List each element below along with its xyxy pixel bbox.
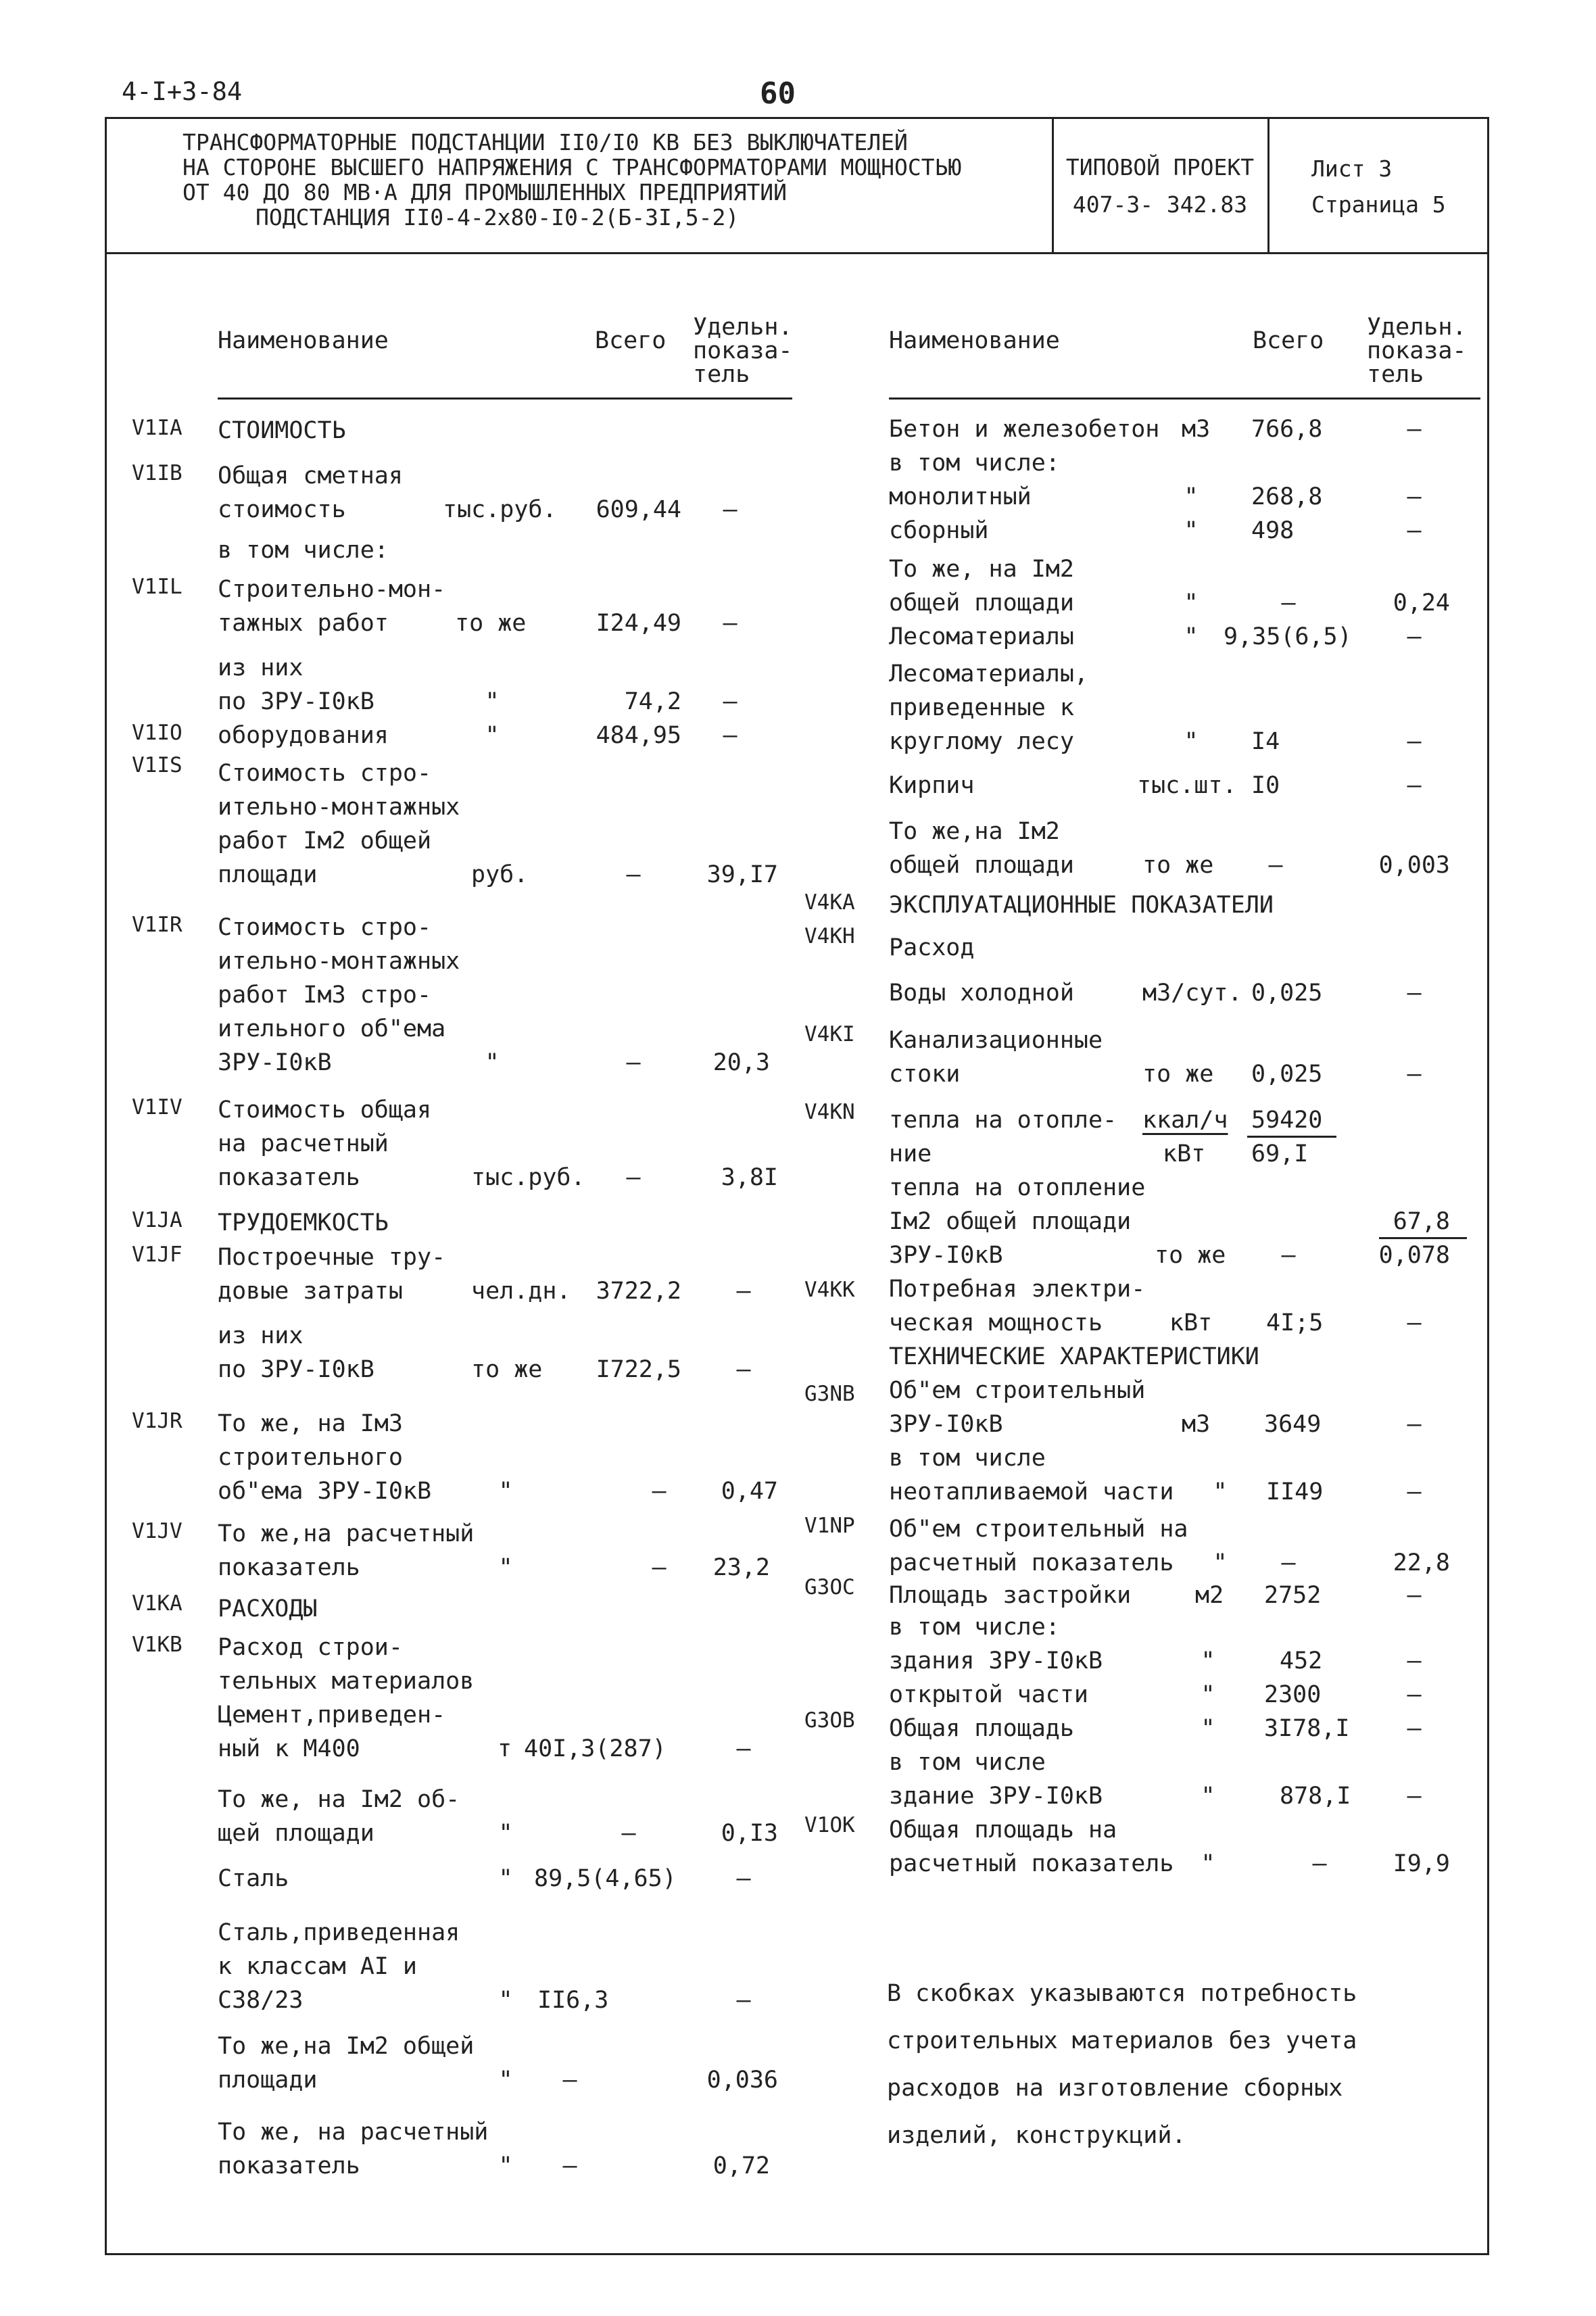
row-total: –	[562, 2067, 577, 2094]
row-total: I4	[1251, 728, 1280, 755]
row-name: из них	[218, 654, 304, 681]
row-total: –	[626, 1049, 641, 1076]
row-unit: тыс.шт.	[1137, 772, 1237, 799]
row-total: –	[626, 1164, 641, 1191]
project-number: 407-3- 342.83	[1072, 191, 1248, 218]
row-specific: 0,078	[1378, 1242, 1450, 1269]
row-total: 40I,3(287)	[524, 1735, 667, 1762]
row-name: тепла на отопление	[889, 1174, 1146, 1201]
row-total: 609,44	[596, 496, 681, 523]
row-total: I722,5	[596, 1356, 681, 1383]
row-name: приведенные к	[889, 694, 1074, 721]
header-rule	[889, 397, 1480, 400]
row-name: С38/23	[218, 1987, 304, 2014]
col-specific: тель	[693, 361, 750, 388]
row-specific: 0,72	[712, 2152, 770, 2179]
row-name: ЗРУ-I0кВ	[889, 1242, 1003, 1269]
row-total: 69,I	[1251, 1140, 1309, 1167]
row-code: V1IR	[132, 913, 183, 937]
row-name: Сталь,приведенная	[218, 1919, 460, 1946]
row-specific: –	[1407, 517, 1422, 544]
row-unit: то же	[455, 610, 527, 637]
row-unit: чел.дн.	[471, 1278, 571, 1305]
row-specific: –	[1407, 1582, 1422, 1609]
row-total: –	[652, 1554, 667, 1581]
col-total: Всего	[595, 327, 667, 354]
row-total: –	[621, 1820, 636, 1847]
row-unit: "	[498, 2152, 513, 2179]
row-name: Стоимость стро-	[218, 914, 432, 941]
row-total: –	[1281, 1242, 1296, 1269]
header-rule	[218, 397, 792, 400]
row-total: 3722,2	[596, 1278, 681, 1305]
row-name: Лесоматериалы,	[889, 660, 1089, 687]
row-total: 484,95	[596, 722, 681, 749]
note-line: строительных материалов без учета	[887, 2027, 1357, 2054]
note-line: изделий, конструкций.	[887, 2122, 1186, 2149]
page-number: 60	[760, 76, 796, 111]
row-name: здание ЗРУ-I0кВ	[889, 1783, 1103, 1810]
row-unit: то же	[1155, 1242, 1226, 1269]
row-total: 2300	[1264, 1681, 1322, 1708]
row-code: V1JV	[132, 1519, 183, 1543]
row-specific: –	[736, 1735, 751, 1762]
row-unit: "	[498, 1820, 513, 1847]
col-name: Наименование	[218, 327, 389, 354]
row-name: круглому лесу	[889, 728, 1074, 755]
row-unit: "	[1184, 589, 1199, 617]
row-unit: то же	[1142, 1061, 1214, 1088]
title-line: ТРАНСФОРМАТОРНЫЕ ПОДСТАНЦИИ II0/I0 КВ БЕЗ ВЫКЛЮЧАТЕЛЕЙ	[183, 129, 908, 155]
row-total: 452	[1280, 1647, 1323, 1674]
row-total: 0,025	[1251, 980, 1323, 1007]
row-name: общей площади	[889, 589, 1074, 617]
row-code: V4KA	[804, 890, 855, 915]
row-name: в том числе	[889, 1749, 1046, 1776]
row-name: строительного	[218, 1444, 403, 1471]
row-total: 2752	[1264, 1582, 1322, 1609]
row-name: Построечные тру-	[218, 1244, 446, 1271]
row-total: –	[562, 2152, 577, 2179]
row-unit: м3	[1182, 416, 1211, 443]
row-name: Общая сметная	[218, 462, 403, 489]
row-name: неотапливаемой части	[889, 1478, 1174, 1505]
row-unit: кВт	[1169, 1309, 1213, 1336]
row-specific: –	[1407, 416, 1422, 443]
row-unit: "	[1184, 728, 1199, 755]
row-total: II6,3	[537, 1987, 609, 2014]
row-specific: –	[1407, 1783, 1422, 1810]
row-name: открытой части	[889, 1681, 1089, 1708]
row-total: –	[1281, 1549, 1296, 1576]
row-name: ЗРУ-I0кВ	[218, 1049, 332, 1076]
row-name: в том числе:	[889, 450, 1060, 477]
row-name: показатель	[218, 1554, 360, 1581]
row-specific: –	[1407, 1061, 1422, 1088]
row-code: V4KK	[804, 1278, 855, 1302]
row-code: V1OK	[804, 1813, 855, 1837]
row-total: –	[652, 1478, 667, 1505]
row-name: расчетный показатель	[889, 1549, 1174, 1576]
row-unit: "	[498, 1865, 513, 1892]
row-specific: 0,24	[1393, 589, 1450, 617]
row-unit: м2	[1195, 1582, 1224, 1609]
row-name: То же, на Iм2	[889, 556, 1074, 583]
row-name: ительно-монтажных	[218, 794, 460, 821]
row-name: в том числе:	[889, 1614, 1060, 1641]
title-line: ОТ 40 ДО 80 МВ·А ДЛЯ ПРОМЫШЛЕННЫХ ПРЕДПРИЯТИЙ	[183, 179, 788, 206]
row-code: V1IO	[132, 721, 183, 745]
row-code: V1KB	[132, 1633, 183, 1657]
row-unit: ккал/ч	[1142, 1107, 1228, 1134]
row-code: V1KA	[132, 1591, 183, 1616]
row-name: в том числе:	[218, 537, 389, 564]
row-specific: –	[1407, 1411, 1422, 1438]
row-code: V1IL	[132, 575, 183, 599]
row-unit: "	[1201, 1783, 1215, 1810]
row-name: показатель	[218, 2152, 360, 2179]
row-specific: –	[1407, 1715, 1422, 1742]
row-name: ческая мощность	[889, 1309, 1103, 1336]
row-code: V1JR	[132, 1409, 183, 1433]
row-total: 3649	[1264, 1411, 1322, 1438]
row-name: Воды холодной	[889, 980, 1074, 1007]
row-name: ный к М400	[218, 1735, 360, 1762]
row-code: V1IB	[132, 461, 183, 485]
row-name: Лесоматериалы	[889, 623, 1074, 650]
row-specific: I9,9	[1393, 1850, 1450, 1877]
row-unit: тыс.руб.	[471, 1164, 585, 1191]
row-specific: 23,2	[712, 1554, 770, 1581]
row-code: G3NB	[804, 1382, 855, 1406]
col-specific: тель	[1367, 361, 1424, 388]
row-name: ние	[889, 1140, 932, 1167]
row-unit: "	[1201, 1647, 1215, 1674]
row-unit: "	[1184, 623, 1199, 650]
col-specific: Удельн.	[693, 314, 793, 341]
row-unit: "	[498, 2067, 513, 2094]
row-name: Об"ем строительный на	[889, 1516, 1188, 1543]
col-specific: Удельн.	[1367, 314, 1467, 341]
row-name: Бетон и железобетон	[889, 416, 1160, 443]
row-name: об"ема ЗРУ-I0кВ	[218, 1478, 432, 1505]
row-unit: т	[498, 1735, 512, 1762]
row-total: 0,025	[1251, 1061, 1323, 1088]
col-specific: показа-	[693, 337, 793, 364]
row-unit: "	[485, 722, 500, 749]
row-name: Расход	[889, 934, 975, 961]
row-specific: –	[723, 688, 737, 715]
row-name: здания ЗРУ-I0кВ	[889, 1647, 1103, 1674]
sheet-label: Лист 3	[1311, 155, 1393, 182]
row-total: 268,8	[1251, 483, 1323, 510]
row-specific: –	[736, 1356, 751, 1383]
row-unit: то же	[471, 1356, 543, 1383]
row-name: То же,на Iм2	[889, 818, 1060, 845]
row-total: II49	[1266, 1478, 1324, 1505]
row-specific: 3,8I	[721, 1164, 778, 1191]
title-line: ПОДСТАНЦИЯ II0-4-2х80-I0-2(Б-3I,5-2)	[256, 204, 740, 231]
row-code: G3OB	[804, 1708, 855, 1733]
row-name: Об"ем строительный	[889, 1377, 1146, 1404]
row-name: работ Iм3 стро-	[218, 982, 432, 1009]
row-code: V1JA	[132, 1208, 183, 1232]
row-name: ительно-монтажных	[218, 948, 460, 975]
row-name: Цемент,приведен-	[218, 1702, 446, 1729]
row-specific: –	[1407, 980, 1422, 1007]
row-name: стоки	[889, 1061, 961, 1088]
row-unit: м3/сут.	[1142, 980, 1242, 1007]
row-total: –	[1312, 1850, 1327, 1877]
row-specific: –	[736, 1987, 751, 2014]
row-specific: 22,8	[1393, 1549, 1450, 1576]
row-specific: 39,I7	[706, 861, 778, 888]
row-specific: 67,8	[1393, 1208, 1450, 1235]
row-name: в том числе	[889, 1445, 1046, 1472]
row-specific: –	[1407, 1478, 1422, 1505]
row-unit: "	[485, 1049, 500, 1076]
row-unit: "	[1184, 483, 1199, 510]
row-specific: –	[1407, 772, 1422, 799]
row-code: V1IS	[132, 753, 183, 777]
row-total: 766,8	[1251, 416, 1323, 443]
row-name: То же,на расчетный	[218, 1520, 475, 1547]
row-specific: –	[1407, 1647, 1422, 1674]
row-specific: 0,I3	[721, 1820, 778, 1847]
row-specific: –	[1407, 623, 1422, 650]
row-name: Iм2 общей площади	[889, 1208, 1132, 1235]
row-total: 3I78,I	[1264, 1715, 1350, 1742]
row-name: на расчетный	[218, 1130, 389, 1157]
note-line: расходов на изготовление сборных	[887, 2075, 1343, 2102]
row-total: –	[1281, 589, 1296, 617]
row-name: оборудования	[218, 722, 389, 749]
row-name: Строительно-мон-	[218, 576, 446, 603]
row-name: Расход строи-	[218, 1634, 403, 1661]
row-specific: –	[1407, 483, 1422, 510]
row-name: ительного об"ема	[218, 1015, 446, 1042]
row-name: Кирпич	[889, 772, 975, 799]
row-total: 59420	[1251, 1107, 1323, 1134]
row-name: То же, на Iм2 об-	[218, 1786, 460, 1813]
row-name: Общая площадь на	[889, 1816, 1117, 1843]
row-code: V4KI	[804, 1022, 855, 1046]
row-total: –	[626, 861, 641, 888]
row-specific: –	[736, 1278, 751, 1305]
row-name: площади	[218, 861, 318, 888]
row-name: тепла на отопле-	[889, 1107, 1117, 1134]
row-name: стоимость	[218, 496, 346, 523]
row-code: V1IV	[132, 1095, 183, 1119]
row-name: Стоимость общая	[218, 1096, 432, 1124]
page-label: Страница 5	[1311, 191, 1446, 218]
row-total: 74,2	[624, 688, 681, 715]
row-total: I24,49	[596, 610, 681, 637]
row-unit: "	[1201, 1681, 1215, 1708]
row-unit: "	[498, 1478, 513, 1505]
row-unit: "	[1201, 1850, 1215, 1877]
row-name: Канализационные	[889, 1027, 1103, 1054]
row-unit: руб.	[471, 861, 529, 888]
row-name: к классам АI и	[218, 1953, 418, 1980]
row-name: То же, на расчетный	[218, 2119, 489, 2146]
project-label: ТИПОВОЙ ПРОЕКТ	[1065, 154, 1255, 180]
row-unit: "	[1184, 517, 1199, 544]
col-specific: показа-	[1367, 337, 1467, 364]
row-total: 4I;5	[1266, 1309, 1324, 1336]
row-total: 498	[1251, 517, 1295, 544]
row-specific: 0,003	[1378, 852, 1450, 879]
title-line: НА СТОРОНЕ ВЫСШЕГО НАПРЯЖЕНИЯ С ТРАНСФОРМАТОРАМИ МОЩНОСТЬЮ	[183, 154, 962, 180]
row-name: из них	[218, 1322, 304, 1349]
row-name: работ Iм2 общей	[218, 827, 432, 854]
row-unit: кВт	[1163, 1140, 1206, 1167]
row-unit: тыс.руб.	[443, 496, 557, 523]
row-unit: м3	[1182, 1411, 1211, 1438]
row-name: монолитный	[889, 483, 1032, 510]
row-specific: 20,3	[712, 1049, 770, 1076]
row-name: ТРУДОЕМКОСТЬ	[218, 1209, 389, 1236]
row-name: Сталь	[218, 1865, 289, 1892]
col-total: Всего	[1253, 327, 1324, 354]
row-name: СТОИМОСТЬ	[218, 417, 346, 444]
row-name: ЗРУ-I0кВ	[889, 1411, 1003, 1438]
row-name: сборный	[889, 517, 989, 544]
row-name: тельных материалов	[218, 1668, 475, 1695]
row-code: V1JF	[132, 1243, 183, 1267]
note-line: В скобках указываются потребность	[887, 1980, 1357, 2007]
row-name: То же, на Iм3	[218, 1410, 403, 1437]
row-unit: "	[1201, 1715, 1215, 1742]
row-specific: –	[1407, 1681, 1422, 1708]
row-specific: –	[1407, 1309, 1422, 1336]
row-name: расчетный показатель	[889, 1850, 1174, 1877]
row-name: Площадь застройки	[889, 1582, 1132, 1609]
row-specific: –	[723, 722, 737, 749]
fraction-rule	[1379, 1237, 1467, 1239]
row-total: –	[1268, 852, 1283, 879]
row-name: показатель	[218, 1164, 360, 1191]
row-specific: 0,036	[706, 2067, 778, 2094]
row-name: ЭКСПЛУАТАЦИОННЫЕ ПОКАЗАТЕЛИ	[889, 892, 1274, 919]
doc-code: 4-I+3-84	[122, 77, 243, 106]
row-specific: –	[723, 496, 737, 523]
row-name: То же,на Iм2 общей	[218, 2033, 475, 2060]
row-name: РАСХОДЫ	[218, 1595, 318, 1622]
row-total: I0	[1251, 772, 1280, 799]
row-code: V1IA	[132, 416, 183, 440]
row-code: V4KH	[804, 924, 855, 948]
row-code: V1NP	[804, 1514, 855, 1538]
row-name: тажных работ	[218, 610, 389, 637]
row-unit: "	[1213, 1478, 1228, 1505]
row-name: ТЕХНИЧЕСКИЕ ХАРАКТЕРИСТИКИ	[889, 1343, 1259, 1370]
row-specific: –	[723, 610, 737, 637]
row-code: V4KN	[804, 1100, 855, 1124]
row-name: по ЗРУ-I0кВ	[218, 688, 374, 715]
row-specific: –	[736, 1865, 751, 1892]
row-unit: "	[1213, 1549, 1228, 1576]
fraction-rule	[1247, 1136, 1336, 1138]
row-unit: "	[498, 1987, 513, 2014]
row-unit: "	[485, 688, 500, 715]
row-total: 9,35(6,5)	[1224, 623, 1352, 650]
row-name: площади	[218, 2067, 318, 2094]
row-specific: 0,47	[721, 1478, 778, 1505]
row-name: Потребная электри-	[889, 1276, 1146, 1303]
row-code: G3OC	[804, 1575, 855, 1599]
row-specific: –	[1407, 728, 1422, 755]
row-unit: "	[498, 1554, 513, 1581]
row-name: щей площади	[218, 1820, 374, 1847]
row-name: Стоимость стро-	[218, 760, 432, 787]
row-name: по ЗРУ-I0кВ	[218, 1356, 374, 1383]
row-total: 878,I	[1280, 1783, 1351, 1810]
col-name: Наименование	[889, 327, 1060, 354]
row-name: Общая площадь	[889, 1715, 1074, 1742]
row-name: общей площади	[889, 852, 1074, 879]
row-total: 89,5(4,65)	[534, 1865, 677, 1892]
row-name: довые затраты	[218, 1278, 403, 1305]
row-unit: то же	[1142, 852, 1214, 879]
